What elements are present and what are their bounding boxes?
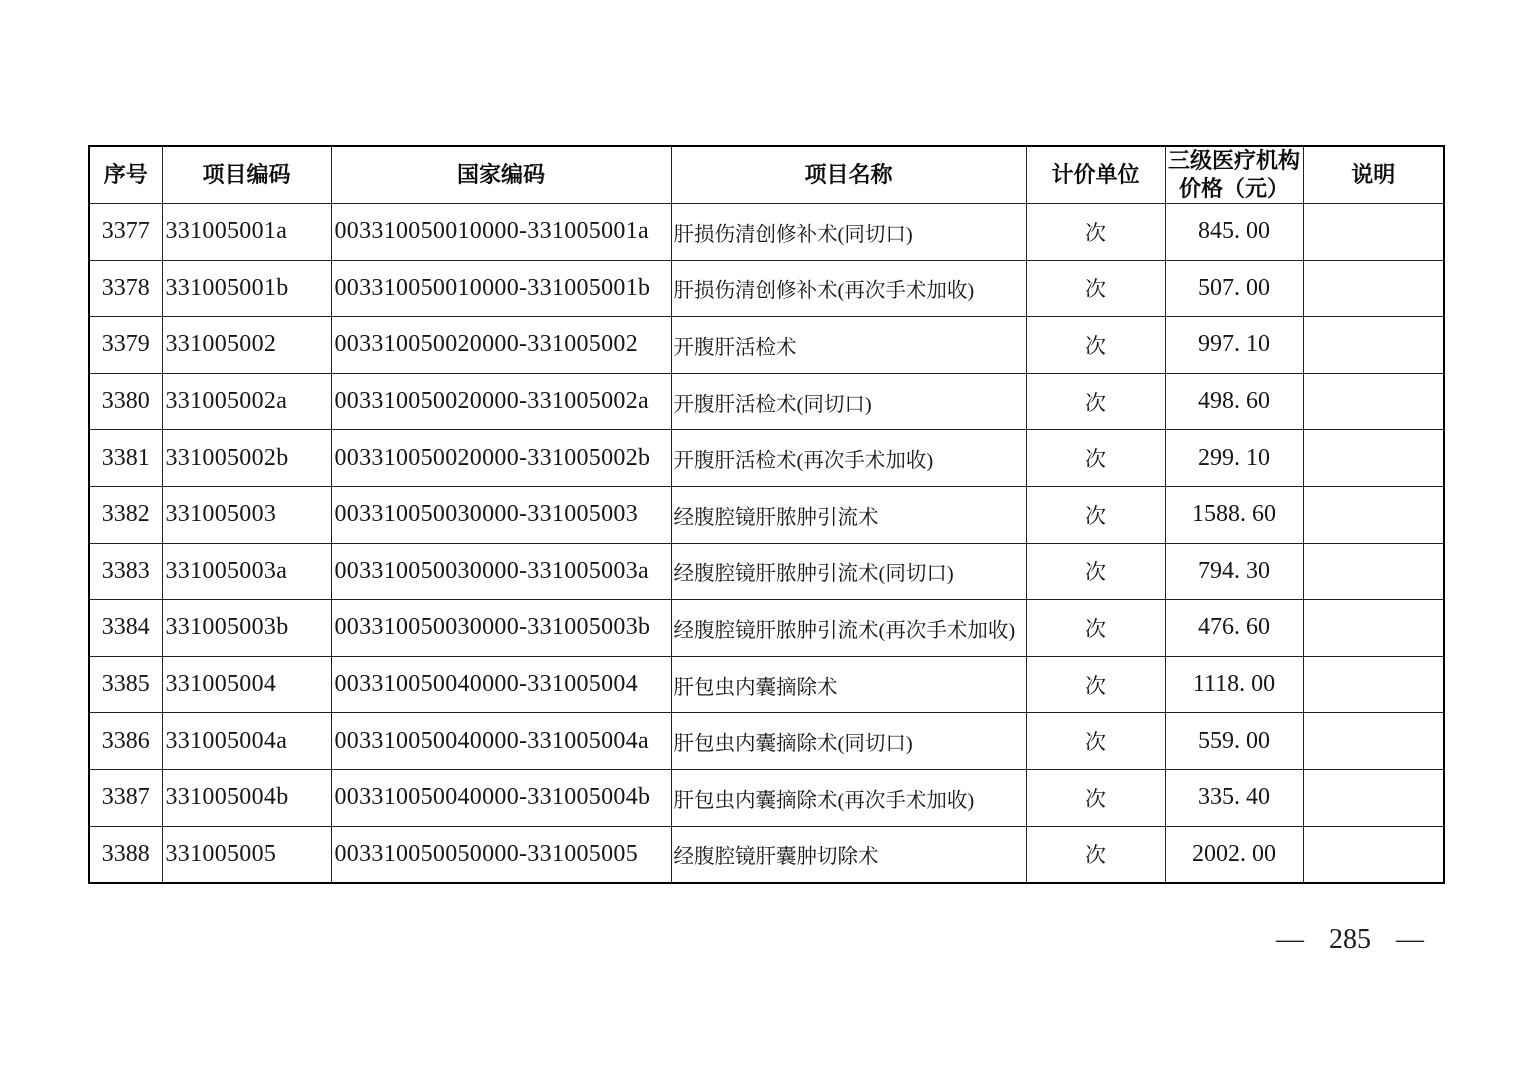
cell-unit: 次	[1026, 600, 1165, 657]
cell-note	[1303, 486, 1444, 543]
cell-project-code: 331005003b	[162, 600, 331, 657]
col-header-national-code: 国家编码	[331, 146, 671, 204]
table-row	[89, 430, 1444, 487]
cell-unit: 次	[1026, 826, 1165, 883]
cell-project-code: 331005002	[162, 317, 331, 374]
cell-price: 498. 60	[1165, 373, 1303, 430]
col-header-seq: 序号	[89, 146, 162, 204]
table-row	[89, 769, 1444, 826]
cell-unit: 次	[1026, 713, 1165, 770]
cell-price: 559. 00	[1165, 713, 1303, 770]
table-row	[89, 317, 1444, 374]
cell-price: 2002. 00	[1165, 826, 1303, 883]
cell-project-code: 331005004b	[162, 769, 331, 826]
cell-seq: 3377	[89, 204, 162, 261]
cell-unit: 次	[1026, 769, 1165, 826]
cell-seq: 3382	[89, 486, 162, 543]
cell-unit: 次	[1026, 373, 1165, 430]
cell-note	[1303, 826, 1444, 883]
col-header-price	[1165, 146, 1303, 204]
table-row	[89, 204, 1444, 261]
table-row	[89, 543, 1444, 600]
cell-national-code: 003310050050000-331005005	[331, 826, 671, 883]
table-row	[89, 600, 1444, 657]
cell-national-code: 003310050040000-331005004	[331, 656, 671, 713]
cell-unit: 次	[1026, 260, 1165, 317]
cell-project-name: 肝包虫内囊摘除术(同切口)	[671, 713, 1026, 770]
cell-price: 1118. 00	[1165, 656, 1303, 713]
table-row	[89, 486, 1444, 543]
cell-price: 299. 10	[1165, 430, 1303, 487]
cell-note	[1303, 600, 1444, 657]
cell-unit: 次	[1026, 204, 1165, 261]
cell-unit: 次	[1026, 543, 1165, 600]
cell-project-code: 331005002b	[162, 430, 331, 487]
cell-project-name: 肝损伤清创修补术(同切口)	[671, 204, 1026, 261]
cell-seq: 3381	[89, 430, 162, 487]
cell-national-code: 003310050020000-331005002	[331, 317, 671, 374]
cell-project-name: 肝包虫内囊摘除术(再次手术加收)	[671, 769, 1026, 826]
cell-seq: 3380	[89, 373, 162, 430]
cell-price: 794. 30	[1165, 543, 1303, 600]
cell-unit: 次	[1026, 317, 1165, 374]
table-row	[89, 713, 1444, 770]
cell-project-name: 肝包虫内囊摘除术	[671, 656, 1026, 713]
cell-project-code: 331005001a	[162, 204, 331, 261]
cell-national-code: 003310050030000-331005003	[331, 486, 671, 543]
cell-note	[1303, 769, 1444, 826]
cell-project-name: 肝损伤清创修补术(再次手术加收)	[671, 260, 1026, 317]
cell-note	[1303, 373, 1444, 430]
cell-price: 1588. 60	[1165, 486, 1303, 543]
cell-seq: 3386	[89, 713, 162, 770]
cell-national-code: 003310050040000-331005004a	[331, 713, 671, 770]
col-header-project-code: 项目编码	[162, 146, 331, 204]
cell-unit: 次	[1026, 486, 1165, 543]
price-table	[88, 145, 1445, 884]
cell-project-name: 经腹腔镜肝脓肿引流术(再次手术加收)	[671, 600, 1026, 657]
cell-note	[1303, 317, 1444, 374]
cell-price: 335. 40	[1165, 769, 1303, 826]
cell-seq: 3378	[89, 260, 162, 317]
cell-national-code: 003310050010000-331005001a	[331, 204, 671, 261]
cell-unit: 次	[1026, 430, 1165, 487]
cell-seq: 3383	[89, 543, 162, 600]
cell-note	[1303, 204, 1444, 261]
col-header-unit: 计价单位	[1026, 146, 1165, 204]
cell-seq: 3388	[89, 826, 162, 883]
col-header-project-name: 项目名称	[671, 146, 1026, 204]
cell-price: 507. 00	[1165, 260, 1303, 317]
table-row	[89, 826, 1444, 883]
cell-national-code: 003310050040000-331005004b	[331, 769, 671, 826]
cell-national-code: 003310050030000-331005003a	[331, 543, 671, 600]
page-number: — 285 —	[1276, 924, 1424, 955]
cell-project-name: 开腹肝活检术(同切口)	[671, 373, 1026, 430]
cell-price: 845. 00	[1165, 204, 1303, 261]
cell-note	[1303, 260, 1444, 317]
cell-seq: 3379	[89, 317, 162, 374]
cell-seq: 3385	[89, 656, 162, 713]
cell-seq: 3384	[89, 600, 162, 657]
cell-project-code: 331005003a	[162, 543, 331, 600]
cell-project-name: 开腹肝活检术	[671, 317, 1026, 374]
cell-project-name: 开腹肝活检术(再次手术加收)	[671, 430, 1026, 487]
table-row	[89, 656, 1444, 713]
cell-national-code: 003310050030000-331005003b	[331, 600, 671, 657]
table-header-row	[89, 146, 1444, 204]
col-header-price-line1: 三级医疗机构	[1167, 148, 1300, 173]
cell-project-code: 331005001b	[162, 260, 331, 317]
cell-project-name: 经腹腔镜肝脓肿引流术	[671, 486, 1026, 543]
cell-project-code: 331005003	[162, 486, 331, 543]
cell-price: 997. 10	[1165, 317, 1303, 374]
cell-national-code: 003310050020000-331005002b	[331, 430, 671, 487]
cell-note	[1303, 430, 1444, 487]
cell-project-code: 331005005	[162, 826, 331, 883]
col-header-price-line2: 价格（元）	[1178, 176, 1289, 201]
cell-unit: 次	[1026, 656, 1165, 713]
table-row	[89, 260, 1444, 317]
cell-national-code: 003310050010000-331005001b	[331, 260, 671, 317]
cell-note	[1303, 713, 1444, 770]
cell-project-name: 经腹腔镜肝囊肿切除术	[671, 826, 1026, 883]
cell-project-code: 331005004	[162, 656, 331, 713]
col-header-note: 说明	[1303, 146, 1444, 204]
cell-price: 476. 60	[1165, 600, 1303, 657]
cell-note	[1303, 656, 1444, 713]
table-row	[89, 373, 1444, 430]
cell-project-code: 331005002a	[162, 373, 331, 430]
cell-national-code: 003310050020000-331005002a	[331, 373, 671, 430]
cell-project-code: 331005004a	[162, 713, 331, 770]
cell-note	[1303, 543, 1444, 600]
cell-seq: 3387	[89, 769, 162, 826]
cell-project-name: 经腹腔镜肝脓肿引流术(同切口)	[671, 543, 1026, 600]
